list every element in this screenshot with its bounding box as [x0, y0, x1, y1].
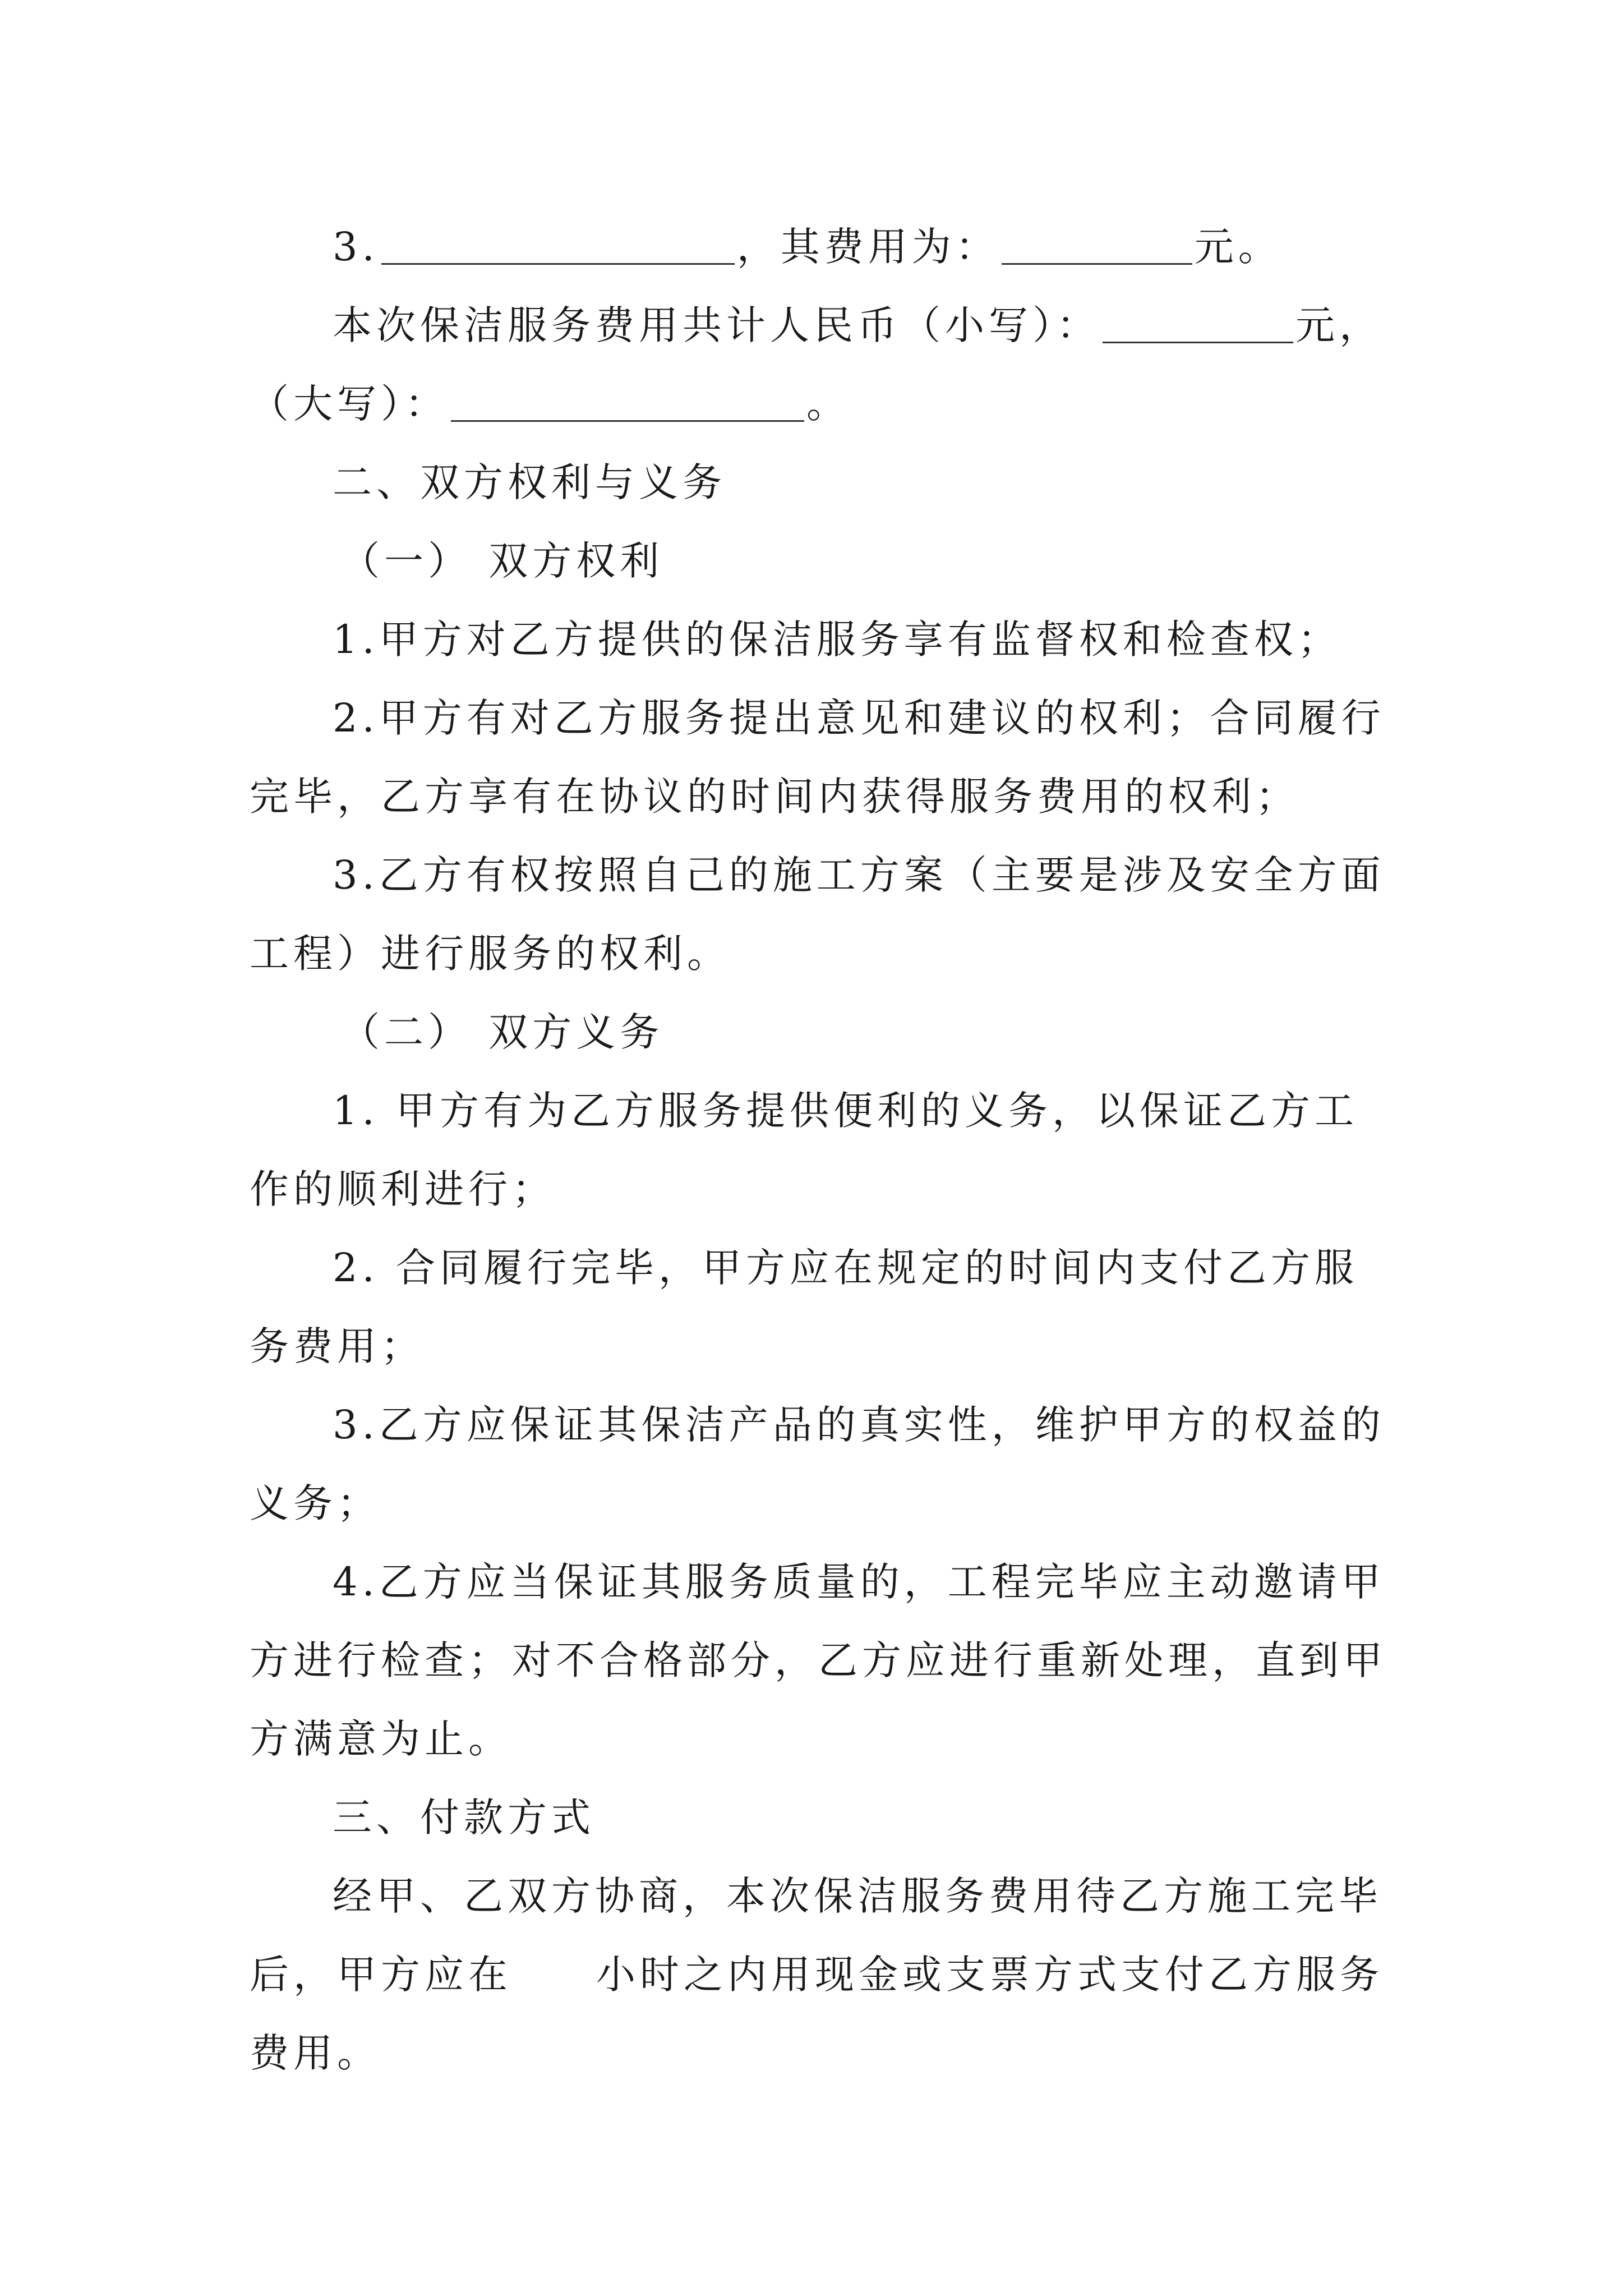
- payment-line: 经甲、乙双方协商，本次保洁服务费用待乙方施工完毕: [333, 1873, 1382, 1919]
- section2-title: 二、双方权利与义务: [333, 459, 726, 505]
- contract-body: [250, 208, 1388, 2092]
- duties-item-continued: 方进行检查；对不合格部分，乙方应进行重新处理，直到甲: [250, 1637, 1387, 1683]
- total-line-1: [250, 286, 1388, 365]
- item3-line: [250, 208, 1388, 286]
- item3-fee-blank: [1002, 224, 1192, 265]
- rights-title: （一） 双方权利: [340, 538, 664, 584]
- rights-item-continued: 完毕，乙方享有在协议的时间内获得服务费用的权利；: [250, 774, 1299, 820]
- item3-prefix: 3.: [333, 224, 379, 270]
- payment-line: [250, 1935, 1388, 2014]
- payment-hours-prefix: 后，甲方应在: [250, 1952, 512, 1998]
- item3-blank: [381, 224, 735, 265]
- payment-line: 费用。: [250, 2030, 381, 2076]
- total-lower-blank: [1103, 302, 1293, 343]
- duties-item: 4.乙方应当保证其服务质量的，工程完毕应主动邀请甲: [333, 1559, 1385, 1605]
- duties-title: （二） 双方义务: [340, 1009, 664, 1055]
- total-prefix: 本次保洁服务费用共计人民币（小写）：: [333, 302, 1100, 348]
- section3-title: 三、付款方式: [333, 1795, 595, 1841]
- total-suffix: 元，: [1295, 302, 1383, 348]
- payment-hours-suffix: 小时之内用现金或支票方式支付乙方服务: [596, 1952, 1384, 1998]
- rights-item: 2.甲方有对乙方服务提出意见和建议的权利；合同履行: [333, 695, 1385, 741]
- rights-item: 1.甲方对乙方提供的保洁服务享有监督权和检查权；: [333, 616, 1341, 662]
- item3-middle: ，其费用为：: [736, 224, 999, 270]
- item3-suffix: 元。: [1194, 224, 1282, 270]
- total-upper-blank: [451, 381, 804, 422]
- total-upper-prefix: （大写）：: [250, 381, 449, 427]
- duties-item: 3.乙方应保证其保洁产品的真实性，维护甲方的权益的: [333, 1402, 1385, 1448]
- duties-item-continued: 义务；: [250, 1480, 381, 1526]
- duties-item: 1. 甲方有为乙方服务提供便利的义务，以保证乙方工: [333, 1088, 1359, 1134]
- duties-item-continued: 方满意为止。: [250, 1716, 512, 1762]
- total-upper-suffix: 。: [806, 381, 850, 427]
- duties-item: 2. 合同履行完毕，甲方应在规定的时间内支付乙方服: [333, 1245, 1359, 1291]
- duties-item-continued: 作的顺利进行；: [250, 1166, 556, 1212]
- rights-item-continued: 工程）进行服务的权利。: [250, 931, 731, 977]
- duties-item-continued: 务费用；: [250, 1323, 425, 1369]
- total-line-2: [250, 365, 1388, 443]
- rights-item: 3.乙方有权按照自己的施工方案（主要是涉及安全方面: [333, 852, 1385, 898]
